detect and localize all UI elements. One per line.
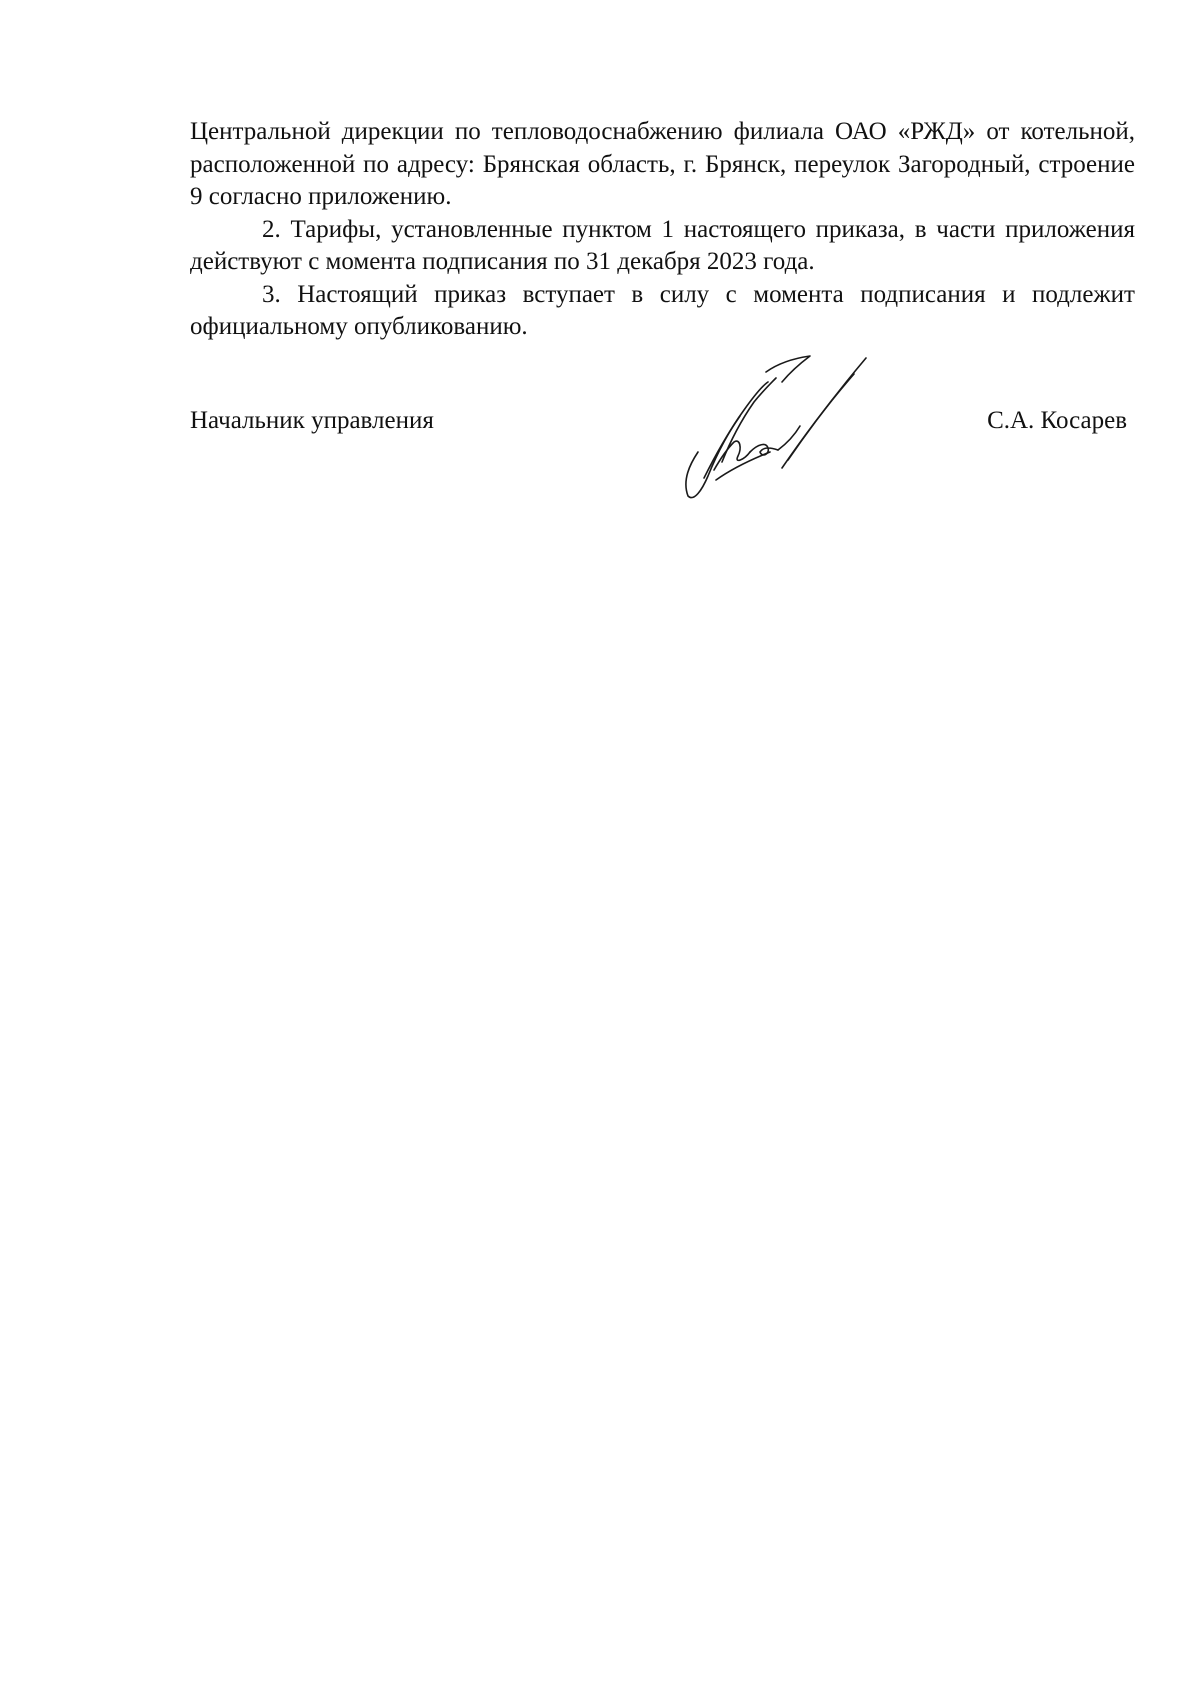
signature-strokes — [686, 356, 866, 498]
document-body — [190, 116, 1135, 344]
paragraph-3: 3. Настоящий приказ вступает в силу с момента подписания и подлежит официальному опубликованию. — [190, 280, 1135, 340]
signer-name: С.А. Косарев — [987, 407, 1127, 434]
handwritten-signature-icon — [670, 352, 910, 502]
paragraph-continuation: Центральной дирекции по тепловодоснабжению филиала ОАО «РЖД» от котельной, расположенной по адресу: Брянская область, г. Брянск, переулок Загородный, строение 9 согласно приложению. — [190, 118, 1135, 210]
signature-block — [190, 405, 1135, 445]
signer-position: Начальник управления — [190, 407, 434, 434]
paragraph-2: 2. Тарифы, установленные пунктом 1 настоящего приказа, в части приложения действуют с момента подписания по 31 декабря 2023 года. — [190, 215, 1135, 275]
